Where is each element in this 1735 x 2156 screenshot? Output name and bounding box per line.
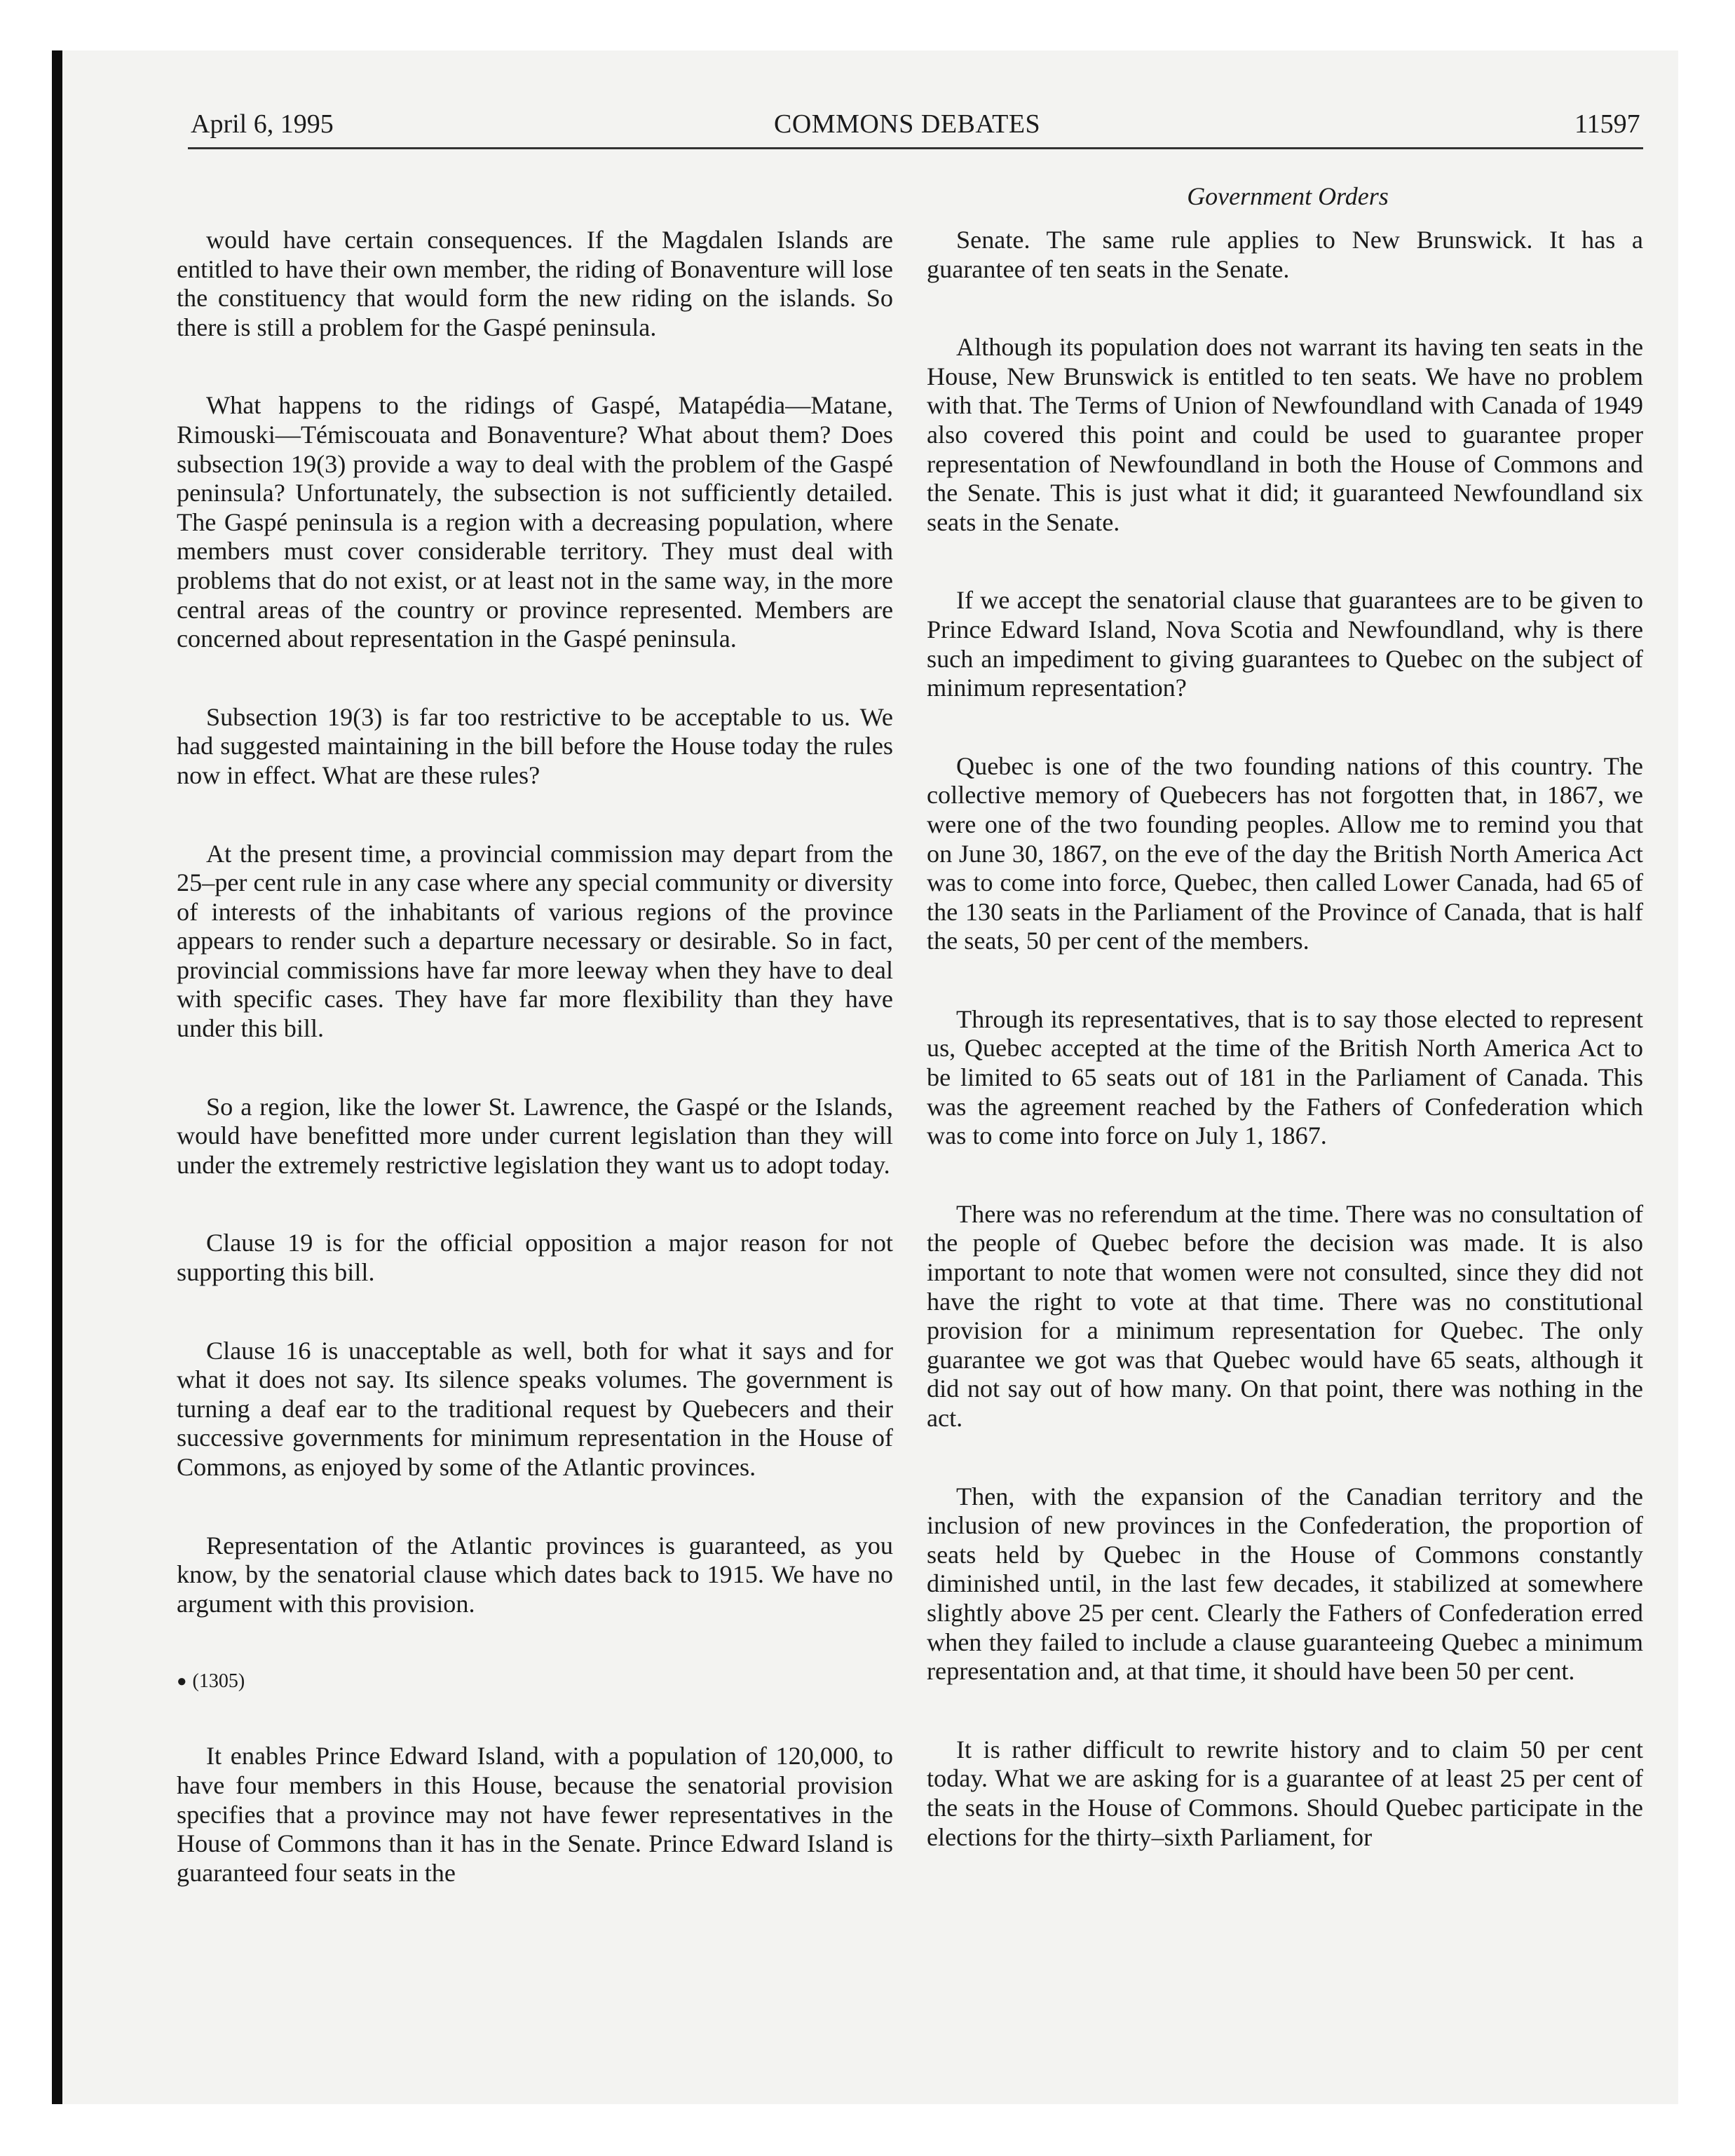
header-rule (188, 147, 1643, 149)
paragraph: At the present time, a provincial commission may depart from the 25–per cent rule in any case where any special community or diversity of interests of the inhabitants of various regions of the province appears to render such a departure necessary or desirable. So in fact, provincial commissions have far more leeway when they have to deal with specific cases. They have far more flexibility than they have under this bill. (177, 839, 893, 1043)
header-page-number: 11597 (1574, 109, 1640, 139)
paragraph: Although its population does not warrant its having ten seats in the House, New Brunswick is entitled to ten seats. We have no problem with that. The Terms of Union of Newfoundland with Canada of 1949 also covered this point and could be used to guarantee proper representation of Newfoundland in both the House of Commons and the Senate. This is just what it did; it guaranteed Newfoundland six seats in the Senate. (927, 333, 1643, 536)
left-column (177, 226, 893, 1937)
paragraph: There was no referendum at the time. There was no consultation of the people of Quebec before the decision was made. It is also important to note that women were not consulted, since they did not have the right to vote at that time. There was no constitutional provision for a minimum representation for Quebec. The only guarantee we got was that Quebec would have 65 seats, although it did not say out of how many. On that point, there was nothing in the act. (927, 1199, 1643, 1432)
paragraph: Subsection 19(3) is far too restrictive to be acceptable to us. We had suggested maintaining in the bill before the House today the rules now in effect. What are these rules? (177, 702, 893, 789)
header-title: COMMONS DEBATES (774, 109, 1041, 139)
paragraph: So a region, like the lower St. Lawrence, the Gaspé or the Islands, would have benefitted more under current legislation than they will under the extremely restrictive legislation they want us to adopt today. (177, 1092, 893, 1179)
binding-edge (52, 50, 62, 2104)
paragraph: If we accept the senatorial clause that guarantees are to be given to Prince Edward Island, Nova Scotia and Newfoundland, why is there such an impediment to giving guarantees to Quebec on the subject of minimum representation? (927, 586, 1643, 702)
bullet-icon: ● (177, 1672, 187, 1691)
header-date: April 6, 1995 (191, 109, 334, 139)
paragraph: Senate. The same rule applies to New Brunswick. It has a guarantee of ten seats in the Senate. (927, 226, 1643, 283)
time-marker (177, 1667, 893, 1696)
paragraph: Representation of the Atlantic provinces is guaranteed, as you know, by the senatorial clause which dates back to 1915. We have no argument with this provision. (177, 1531, 893, 1618)
paragraph: Clause 16 is unacceptable as well, both for what it says and for what it does not say. Its silence speaks volumes. The government is turning a deaf ear to the traditional request by Quebecers and their successive governments for minimum representation in the House of Commons, as enjoyed by some of the Atlantic provinces. (177, 1336, 893, 1481)
paragraph: Clause 19 is for the official opposition a major reason for not supporting this bill. (177, 1229, 893, 1287)
right-column (927, 226, 1643, 1901)
paragraph: Quebec is one of the two founding nations of this country. The collective memory of Quebecers has not forgotten that, in 1867, we were one of the two founding peoples. Allow me to remind you that on June 30, 1867, on the eve of the day the British North America Act was to come into force, Quebec, then called Lower Canada, had 65 of the 130 seats in the Parliament of the Province of Canada, that is half the seats, 50 per cent of the members. (927, 751, 1643, 955)
paragraph: What happens to the ridings of Gaspé, Matapédia—Matane, Rimouski—Témiscouata and Bonaventure? What about them? Does subsection 19(3) provide a way to deal with the problem of the Gaspé peninsula? Unfortunately, the subsection is not sufficiently detailed. The Gaspé peninsula is a region with a decreasing population, where members must cover considerable territory. They must deal with problems that do not exist, or at least not in the same way, in the more central areas of the country or province represented. Members are concerned about representation in the Gaspé peninsula. (177, 391, 893, 653)
paragraph: would have certain consequences. If the Magdalen Islands are entitled to have their own member, the riding of Bonaventure will lose the constituency that would form the new riding on the islands. So there is still a problem for the Gaspé peninsula. (177, 226, 893, 341)
paragraph: Then, with the expansion of the Canadian territory and the inclusion of new provinces in the Confederation, the proportion of seats held by Quebec in the House of Commons constantly diminished until, in the last few decades, it stabilized at somewhere slightly above 25 per cent. Clearly the Fathers of Confederation erred when they failed to include a clause guaranteeing Quebec a minimum representation and, at that time, it should have been 50 per cent. (927, 1482, 1643, 1686)
paragraph: It enables Prince Edward Island, with a population of 120,000, to have four members in this House, because the senatorial provision specifies that a province may not have fewer representatives in the House of Commons than it has in the Senate. Prince Edward Island is guaranteed four seats in the (177, 1742, 893, 1887)
paragraph: It is rather difficult to rewrite history and to claim 50 per cent today. What we are asking for is a guarantee of at least 25 per cent of the seats in the House of Commons. Should Quebec participate in the elections for the thirty–sixth Parliament, for (927, 1735, 1643, 1851)
time-marker-label: (1305) (192, 1670, 245, 1693)
paragraph: Through its representatives, that is to say those elected to represent us, Quebec accepted at the time of the British North America Act to be limited to 65 seats out of 181 in the Parliament of Canada. This was the agreement reached by the Fathers of Confederation which was to come into force on July 1, 1867. (927, 1004, 1643, 1150)
section-title: Government Orders (1187, 182, 1389, 210)
